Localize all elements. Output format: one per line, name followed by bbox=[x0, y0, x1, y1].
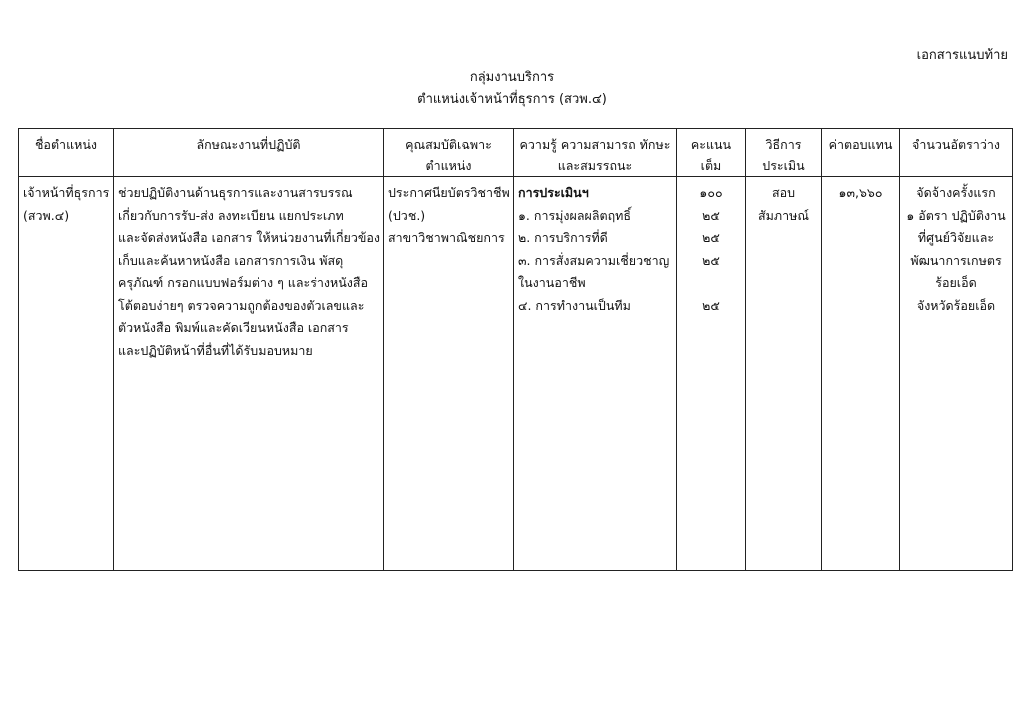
col-header-vacancies: จำนวนอัตราว่าง bbox=[900, 129, 1013, 177]
table-header-row bbox=[19, 129, 1013, 177]
cell-position-name: เจ้าหน้าที่ธุรการ (สวพ.๔) bbox=[19, 177, 114, 571]
col-header-duties: ลักษณะงานที่ปฏิบัติ bbox=[114, 129, 384, 177]
col-header-position-name: ชื่อตำแหน่ง bbox=[19, 129, 114, 177]
cell-compensation: ๑๓,๖๖๐ bbox=[822, 177, 900, 571]
group-title: กลุ่มงานบริการ bbox=[469, 70, 555, 85]
col-header-qualifications: คุณสมบัติเฉพาะ ตำแหน่ง bbox=[384, 129, 514, 177]
col-header-evaluation-method: วิธีการ ประเมิน bbox=[746, 129, 822, 177]
position-title: ตำแหน่งเจ้าหน้าที่ธุรการ (สวพ.๔) bbox=[417, 92, 607, 107]
cell-qualifications: ประกาศนียบัตรวิชาชีพ (ปวช.) สาขาวิชาพาณิชยการ bbox=[384, 177, 514, 571]
col-header-compensation: ค่าตอบแทน bbox=[822, 129, 900, 177]
cell-duties: ช่วยปฏิบัติงานด้านธุรการและงานสารบรรณ เกี่ยวกับการรับ-ส่ง ลงทะเบียน แยกประเภท และจัดส่งหนังสือ เอกสาร ให้หน่วยงานที่เกี่ยวข้อง เก็บและค้นหาหนังสือ เอกสารการเงิน พัสดุ ครุภัณฑ์ กรอกแบบฟอร์มต่าง ๆ และร่างหนังสือ โต้ตอบง่ายๆ ตรวจความถูกต้องของตัวเลขและ ตัวหนังสือ พิมพ์และคัดเวียนหนังสือ เอกสาร และปฏิบัติหน้าที่อื่นที่ได้รับมอบหมาย bbox=[114, 177, 384, 571]
table-row bbox=[19, 177, 1013, 571]
attachment-label: เอกสารแนบท้าย bbox=[916, 48, 1008, 63]
cell-vacancies: จัดจ้างครั้งแรก ๑ อัตรา ปฏิบัติงาน ที่ศูนย์วิจัยและ พัฒนาการเกษตร ร้อยเอ็ด จังหวัดร้อยเอ็ด bbox=[900, 177, 1013, 571]
col-header-competencies: ความรู้ ความสามารถ ทักษะ และสมรรถนะ bbox=[514, 129, 677, 177]
cell-evaluation-method: สอบ สัมภาษณ์ bbox=[746, 177, 822, 571]
col-header-full-score: คะแนน เต็ม bbox=[677, 129, 746, 177]
job-table bbox=[18, 128, 1013, 571]
cell-competencies: การประเมินฯ ๑. การมุ่งผลผลิตฤทธิ์ ๒. การบริการที่ดี ๓. การสั่งสมความเชี่ยวชาญ ในงานอาชีพ ๔. การทำงานเป็นทีม bbox=[514, 177, 677, 571]
cell-scores: ๑๐๐ ๒๕ ๒๕ ๒๕ ๒๕ bbox=[677, 177, 746, 571]
